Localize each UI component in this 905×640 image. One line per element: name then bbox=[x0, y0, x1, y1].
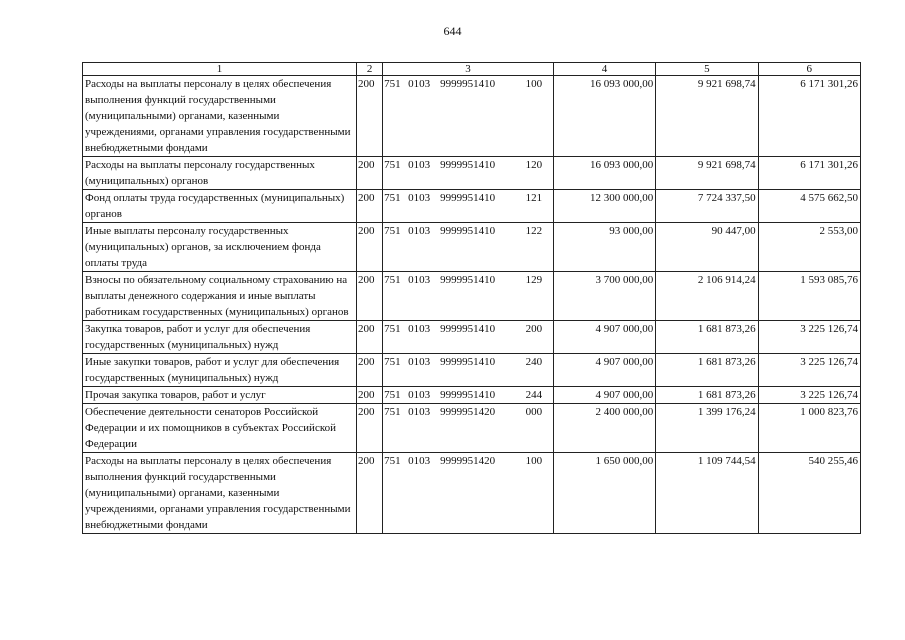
table-row bbox=[83, 76, 861, 157]
row-code2-cell: 200 bbox=[357, 321, 383, 354]
row-col4-cell: 2 400 000,00 bbox=[553, 404, 655, 453]
code-part-b: 0103 bbox=[408, 389, 431, 401]
header-col-2: 2 bbox=[357, 63, 383, 76]
row-col6-cell: 6 171 301,26 bbox=[758, 76, 860, 157]
row-code2-cell: 200 bbox=[357, 76, 383, 157]
header-row bbox=[83, 63, 861, 76]
row-col6-cell: 6 171 301,26 bbox=[758, 157, 860, 190]
header-col-4: 4 bbox=[553, 63, 655, 76]
row-code2-cell: 200 bbox=[357, 404, 383, 453]
row-code3-cell bbox=[383, 453, 554, 534]
row-col4-cell: 1 650 000,00 bbox=[553, 453, 655, 534]
code-part-c: 9999951410 bbox=[440, 389, 496, 401]
table-row bbox=[83, 404, 861, 453]
table-row bbox=[83, 272, 861, 321]
code-part-c: 9999951420 bbox=[440, 455, 496, 467]
code-part-a: 751 bbox=[384, 78, 401, 90]
code-part-b: 0103 bbox=[408, 406, 431, 418]
row-col6-cell: 1 000 823,76 bbox=[758, 404, 860, 453]
header-col-1: 1 bbox=[83, 63, 357, 76]
row-col6-cell: 3 225 126,74 bbox=[758, 321, 860, 354]
code-part-b: 0103 bbox=[408, 274, 431, 286]
row-name-cell: Закупка товаров, работ и услуг для обеспечения государственных (муниципальных) нужд bbox=[83, 321, 357, 354]
row-col5-cell: 2 106 914,24 bbox=[656, 272, 758, 321]
code-part-d: 121 bbox=[525, 192, 543, 204]
table-row bbox=[83, 387, 861, 404]
page-number: 644 bbox=[443, 24, 462, 38]
code-part-a: 751 bbox=[384, 323, 401, 335]
table-row bbox=[83, 223, 861, 272]
row-col5-cell: 1 109 744,54 bbox=[656, 453, 758, 534]
row-name-cell: Обеспечение деятельности сенаторов Российской Федерации и их помощников в субъектах Российской Федерации bbox=[83, 404, 357, 453]
row-code2-cell: 200 bbox=[357, 190, 383, 223]
row-col6-cell: 3 225 126,74 bbox=[758, 387, 860, 404]
row-col4-cell: 12 300 000,00 bbox=[553, 190, 655, 223]
row-name-cell: Расходы на выплаты персоналу в целях обеспечения выполнения функций государственными (муниципальными) органами, казенными учреждениями, органами управления государственными внебюджетными фондами bbox=[83, 76, 357, 157]
row-col6-cell: 2 553,00 bbox=[758, 223, 860, 272]
code-part-c: 9999951410 bbox=[440, 192, 496, 204]
table-body bbox=[83, 63, 861, 534]
row-code3-cell bbox=[383, 387, 554, 404]
row-col5-cell: 9 921 698,74 bbox=[656, 76, 758, 157]
table-row bbox=[83, 190, 861, 223]
row-code2-cell: 200 bbox=[357, 354, 383, 387]
row-col6-cell: 4 575 662,50 bbox=[758, 190, 860, 223]
code-part-b: 0103 bbox=[408, 323, 431, 335]
row-code2-cell: 200 bbox=[357, 223, 383, 272]
table-row bbox=[83, 157, 861, 190]
row-name-cell: Иные закупки товаров, работ и услуг для обеспечения государственных (муниципальных) нужд bbox=[83, 354, 357, 387]
row-name-cell: Иные выплаты персоналу государственных (муниципальных) органов, за исключением фонда оплаты труда bbox=[83, 223, 357, 272]
row-code3-cell bbox=[383, 190, 554, 223]
row-col4-cell: 4 907 000,00 bbox=[553, 387, 655, 404]
code-part-b: 0103 bbox=[408, 192, 431, 204]
row-col5-cell: 1 681 873,26 bbox=[656, 354, 758, 387]
code-part-d: 240 bbox=[525, 356, 543, 368]
code-part-b: 0103 bbox=[408, 225, 431, 237]
code-part-a: 751 bbox=[384, 389, 401, 401]
code-part-a: 751 bbox=[384, 192, 401, 204]
table-row bbox=[83, 321, 861, 354]
code-part-c: 9999951410 bbox=[440, 356, 496, 368]
code-part-a: 751 bbox=[384, 225, 401, 237]
row-col4-cell: 16 093 000,00 bbox=[553, 157, 655, 190]
row-code3-cell bbox=[383, 76, 554, 157]
table-row bbox=[83, 453, 861, 534]
header-col-5: 5 bbox=[656, 63, 758, 76]
code-part-b: 0103 bbox=[408, 356, 431, 368]
code-part-d: 129 bbox=[525, 274, 543, 286]
row-name-cell: Прочая закупка товаров, работ и услуг bbox=[83, 387, 357, 404]
code-part-c: 9999951420 bbox=[440, 406, 496, 418]
row-col4-cell: 4 907 000,00 bbox=[553, 321, 655, 354]
row-col5-cell: 1 681 873,26 bbox=[656, 321, 758, 354]
row-col4-cell: 16 093 000,00 bbox=[553, 76, 655, 157]
row-col6-cell: 1 593 085,76 bbox=[758, 272, 860, 321]
row-col6-cell: 540 255,46 bbox=[758, 453, 860, 534]
code-part-a: 751 bbox=[384, 274, 401, 286]
row-code3-cell bbox=[383, 223, 554, 272]
code-part-d: 200 bbox=[525, 323, 543, 335]
row-col5-cell: 9 921 698,74 bbox=[656, 157, 758, 190]
code-part-c: 9999951410 bbox=[440, 274, 496, 286]
code-part-c: 9999951410 bbox=[440, 159, 496, 171]
code-part-b: 0103 bbox=[408, 455, 431, 467]
row-col5-cell: 90 447,00 bbox=[656, 223, 758, 272]
row-code2-cell: 200 bbox=[357, 157, 383, 190]
code-part-d: 244 bbox=[525, 389, 543, 401]
code-part-d: 100 bbox=[525, 78, 543, 90]
code-part-c: 9999951410 bbox=[440, 78, 496, 90]
row-code3-cell bbox=[383, 404, 554, 453]
row-col4-cell: 4 907 000,00 bbox=[553, 354, 655, 387]
row-name-cell: Расходы на выплаты персоналу государственных (муниципальных) органов bbox=[83, 157, 357, 190]
row-col6-cell: 3 225 126,74 bbox=[758, 354, 860, 387]
row-name-cell: Фонд оплаты труда государственных (муниципальных) органов bbox=[83, 190, 357, 223]
code-part-a: 751 bbox=[384, 455, 401, 467]
row-code3-cell bbox=[383, 354, 554, 387]
code-part-b: 0103 bbox=[408, 159, 431, 171]
code-part-c: 9999951410 bbox=[440, 323, 496, 335]
budget-table bbox=[82, 62, 861, 534]
row-code2-cell: 200 bbox=[357, 272, 383, 321]
code-part-d: 122 bbox=[525, 225, 543, 237]
row-code3-cell bbox=[383, 157, 554, 190]
row-name-cell: Расходы на выплаты персоналу в целях обеспечения выполнения функций государственными (муниципальными) органами, казенными учреждениями, органами управления государственными внебюджетными фондами bbox=[83, 453, 357, 534]
header-col-6: 6 bbox=[758, 63, 860, 76]
header-col-3: 3 bbox=[383, 63, 554, 76]
row-code3-cell bbox=[383, 321, 554, 354]
code-part-b: 0103 bbox=[408, 78, 431, 90]
row-name-cell: Взносы по обязательному социальному страхованию на выплаты денежного содержания и иные выплаты работникам государственных (муниципальных) органов bbox=[83, 272, 357, 321]
row-code3-cell bbox=[383, 272, 554, 321]
row-col4-cell: 3 700 000,00 bbox=[553, 272, 655, 321]
row-col5-cell: 1 681 873,26 bbox=[656, 387, 758, 404]
code-part-d: 120 bbox=[525, 159, 543, 171]
row-col5-cell: 1 399 176,24 bbox=[656, 404, 758, 453]
table-row bbox=[83, 354, 861, 387]
code-part-a: 751 bbox=[384, 406, 401, 418]
code-part-c: 9999951410 bbox=[440, 225, 496, 237]
code-part-d: 000 bbox=[525, 406, 543, 418]
code-part-a: 751 bbox=[384, 159, 401, 171]
code-part-d: 100 bbox=[525, 455, 543, 467]
row-col4-cell: 93 000,00 bbox=[553, 223, 655, 272]
row-code2-cell: 200 bbox=[357, 453, 383, 534]
row-col5-cell: 7 724 337,50 bbox=[656, 190, 758, 223]
row-code2-cell: 200 bbox=[357, 387, 383, 404]
code-part-a: 751 bbox=[384, 356, 401, 368]
